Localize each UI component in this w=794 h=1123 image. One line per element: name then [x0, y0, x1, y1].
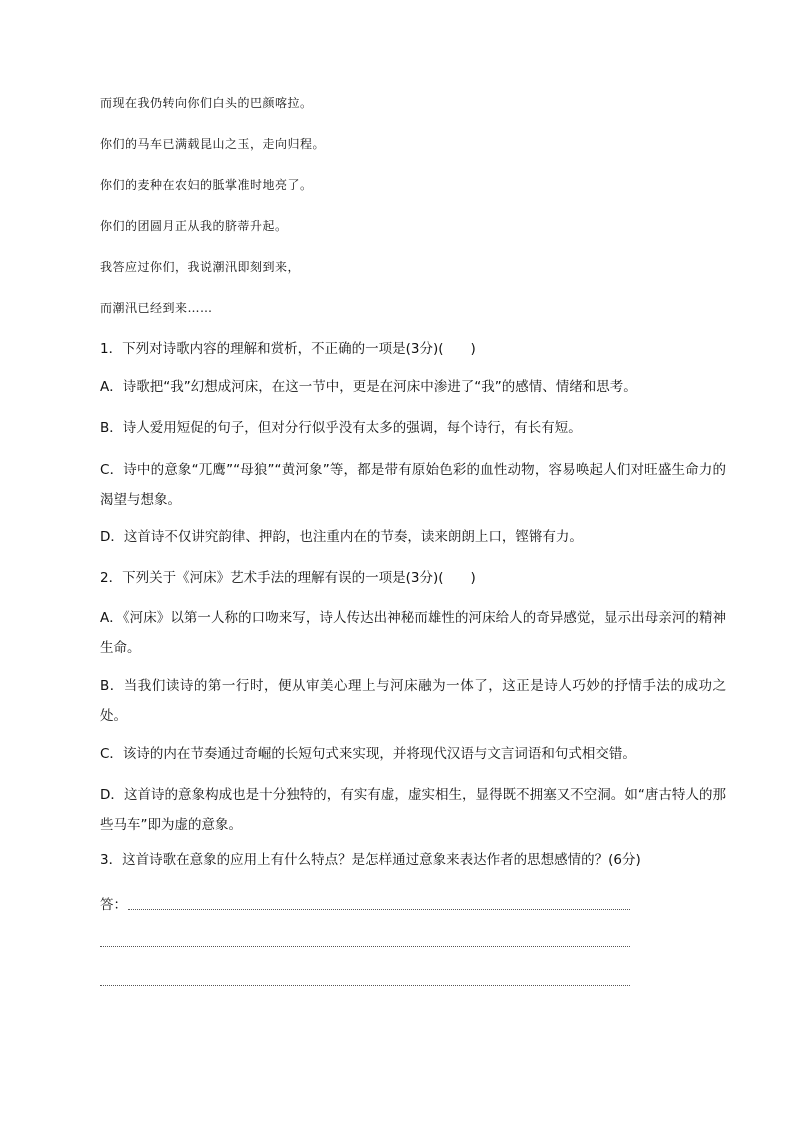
question-1-option-c: C．诗中的意象“兀鹰”“母狼”“黄河象”等，都是带有原始色彩的血性动物，容易唤起人们对旺盛生命力的渴望与想象。: [100, 462, 726, 508]
poem-line: 你们的团圆月正从我的脐蒂升起。: [100, 219, 288, 233]
question-1-option-a: A．诗歌把“我”幻想成河床，在这一节中，更是在河床中渗进了“我”的感情、情绪和思考。: [100, 379, 637, 395]
poem-line: 你们的马车已满载昆山之玉，走向归程。: [100, 137, 326, 151]
question-2-option-b: B．当我们读诗的第一行时，便从审美心理上与河床融为一体了，这正是诗人巧妙的抒情手法的成功之处。: [100, 678, 726, 724]
question-1-option-d: D．这首诗不仅讲究韵律、押韵，也注重内在的节奏，读来朗朗上口，铿锵有力。: [100, 529, 583, 545]
poem-line: 而现在我仍转向你们白头的巴颜喀拉。: [100, 96, 313, 110]
poem-line: 我答应过你们，我说潮汛即刻到来，: [100, 260, 301, 274]
question-3-stem: 3．这首诗歌在意象的应用上有什么特点？是怎样通过意象来表达作者的思想感情的？(6分): [100, 852, 641, 868]
question-2-option-d: D．这首诗的意象构成也是十分独特的，有实有虚，虚实相生，显得既不拥塞又不空洞。如“唐古特人的那些马车”即为虚的意象。: [100, 787, 726, 833]
answer-line[interactable]: [100, 985, 630, 986]
question-2-option-c: C．该诗的内在节奏通过奇崛的长短句式来实现，并将现代汉语与文言词语和句式相交错。: [100, 746, 636, 762]
question-2-stem: 2．下列关于《河床》艺术手法的理解有误的一项是(3分)( ): [100, 570, 476, 586]
poem-line: 你们的麦种在农妇的胝掌准时地亮了。: [100, 178, 313, 192]
question-1-stem: 1．下列对诗歌内容的理解和赏析，不正确的一项是(3分)( ): [100, 341, 476, 357]
question-1-option-b: B．诗人爱用短促的句子，但对分行似乎没有太多的强调，每个诗行，有长有短。: [100, 420, 582, 436]
answer-line[interactable]: [100, 946, 630, 947]
answer-line[interactable]: [128, 909, 630, 910]
question-2-option-a: A．《河床》以第一人称的口吻来写，诗人传达出神秘而雄性的河床给人的奇异感觉，显示出母亲河的精神生命。: [100, 610, 726, 656]
answer-label: 答：: [100, 897, 127, 913]
poem-line: 而潮汛已经到来……: [100, 301, 213, 315]
